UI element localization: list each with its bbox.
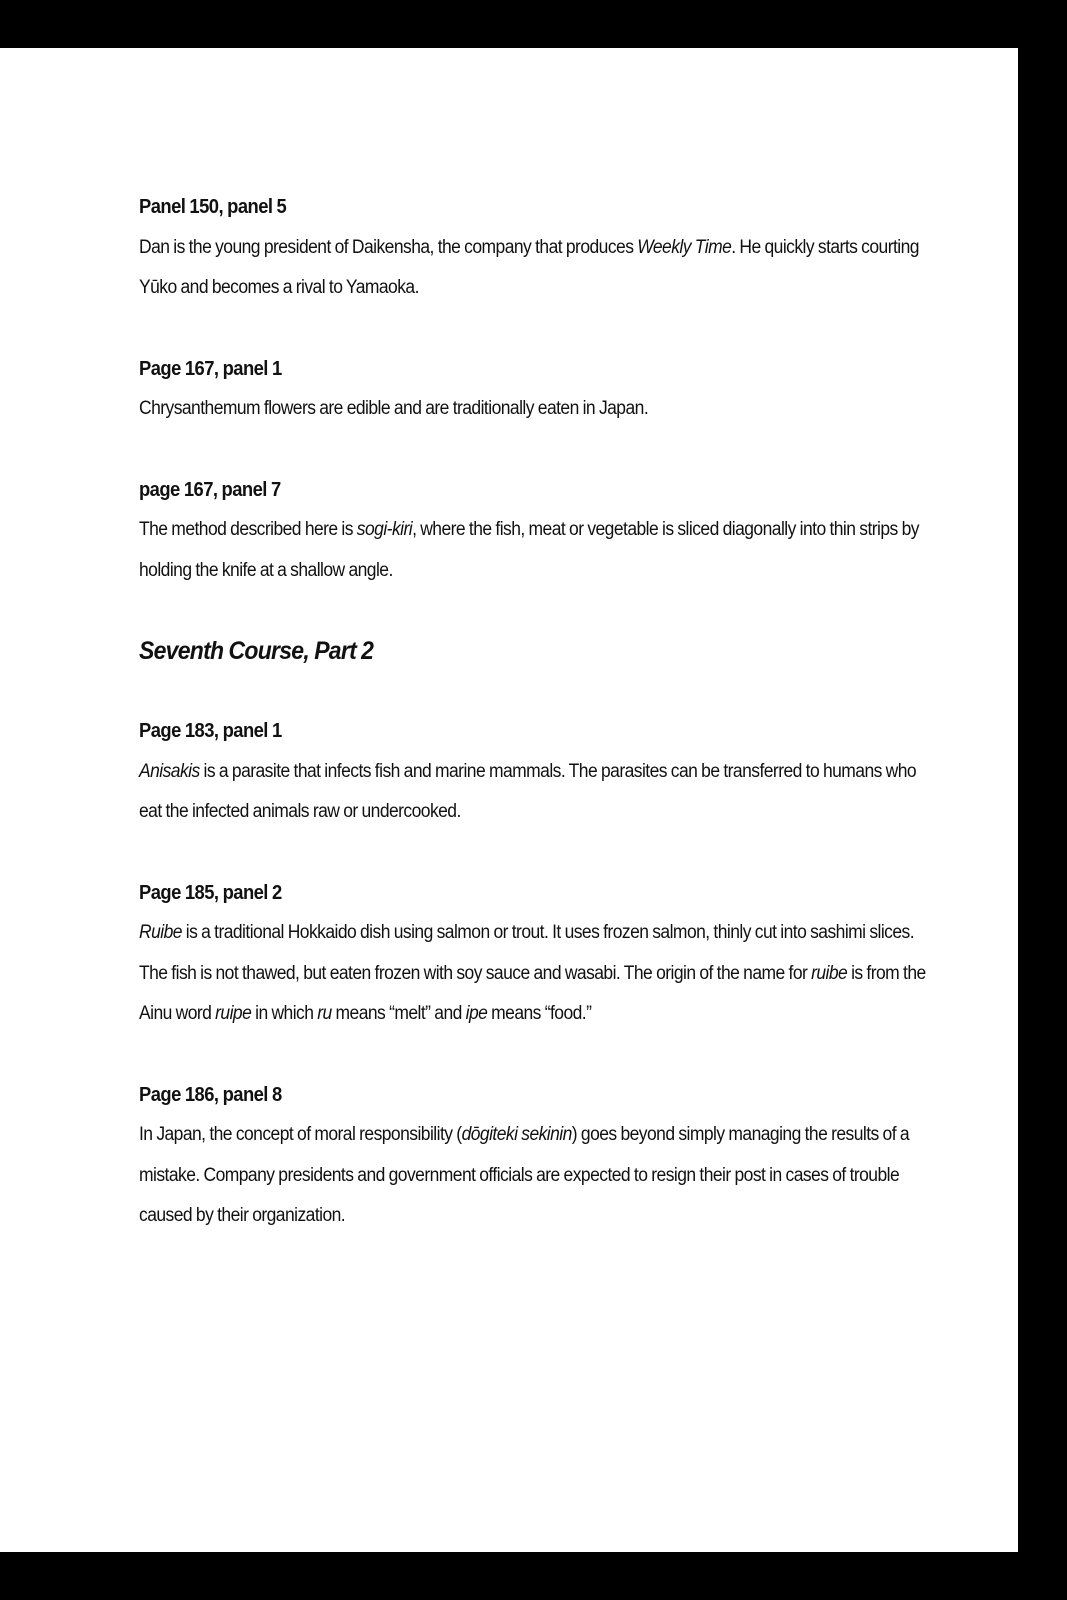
italic-term: ru bbox=[317, 1003, 332, 1024]
note bbox=[139, 1075, 939, 1237]
notes-bottom bbox=[139, 711, 939, 1237]
notes-top bbox=[139, 187, 939, 591]
text-run: Chrysanthemum flowers are edible and are traditionally eaten in Japan. bbox=[139, 398, 649, 419]
section-title: Seventh Course, Part 2 bbox=[139, 637, 374, 665]
note bbox=[139, 873, 939, 1035]
note bbox=[139, 470, 939, 592]
text-run: is from the Ainu word bbox=[139, 962, 926, 1024]
text-run: means “melt” and bbox=[331, 1003, 466, 1024]
note bbox=[139, 187, 939, 309]
text-run: is a parasite that infects fish and marine mammals. The parasites can be transferred to humans who eat the infected animals raw or undercooked. bbox=[139, 760, 917, 822]
text-run: The method described here is bbox=[139, 519, 357, 540]
note-heading: page 167, panel 7 bbox=[139, 478, 281, 501]
note-body bbox=[139, 913, 939, 1035]
italic-term: dōgiteki sekinin bbox=[461, 1124, 572, 1145]
italic-term: Ruibe bbox=[139, 922, 182, 943]
text-run: in which bbox=[251, 1003, 318, 1024]
note-body bbox=[139, 228, 939, 309]
note-body bbox=[139, 752, 939, 833]
note-heading: Panel 150, panel 5 bbox=[139, 196, 287, 218]
italic-term: sogi-kiri bbox=[356, 519, 413, 540]
page-content bbox=[139, 187, 939, 1277]
text-run: means “food.” bbox=[487, 1003, 592, 1024]
note-heading: Page 183, panel 1 bbox=[139, 720, 282, 742]
document-page bbox=[0, 48, 1018, 1552]
text-run: . He quickly starts courting Yūko and becomes a rival to Yamaoka. bbox=[139, 236, 919, 298]
text-run: ) goes beyond simply managing the results of a mistake. Company presidents and government officials are expected to resign their post in cases of trouble caused by their organization. bbox=[139, 1124, 910, 1226]
note-body bbox=[139, 389, 939, 430]
text-run: Dan is the young president of Daikensha, the company that produces bbox=[139, 236, 638, 258]
note-heading: Page 185, panel 2 bbox=[139, 881, 282, 904]
note-heading: Page 167, panel 1 bbox=[139, 357, 282, 380]
note-body bbox=[139, 1115, 939, 1237]
italic-term: ipe bbox=[465, 1003, 488, 1024]
italic-term: ruibe bbox=[811, 962, 848, 984]
text-run: is a traditional Hokkaido dish using salmon or trout. It uses frozen salmon, thinly cut into sashimi slices. The fish is not thawed, but eaten frozen with soy sauce and wasabi. The origin of the name for bbox=[139, 922, 915, 984]
note bbox=[139, 349, 939, 430]
note bbox=[139, 711, 939, 833]
note-heading: Page 186, panel 8 bbox=[139, 1083, 282, 1106]
italic-term: ruipe bbox=[215, 1003, 252, 1024]
italic-term: Anisakis bbox=[139, 760, 200, 782]
italic-term: Weekly Time bbox=[637, 236, 732, 258]
text-run: , where the fish, meat or vegetable is sliced diagonally into thin strips by holding the knife at a shallow angle. bbox=[139, 519, 919, 581]
note-body bbox=[139, 510, 939, 591]
text-run: In Japan, the concept of moral responsibility ( bbox=[139, 1124, 462, 1145]
